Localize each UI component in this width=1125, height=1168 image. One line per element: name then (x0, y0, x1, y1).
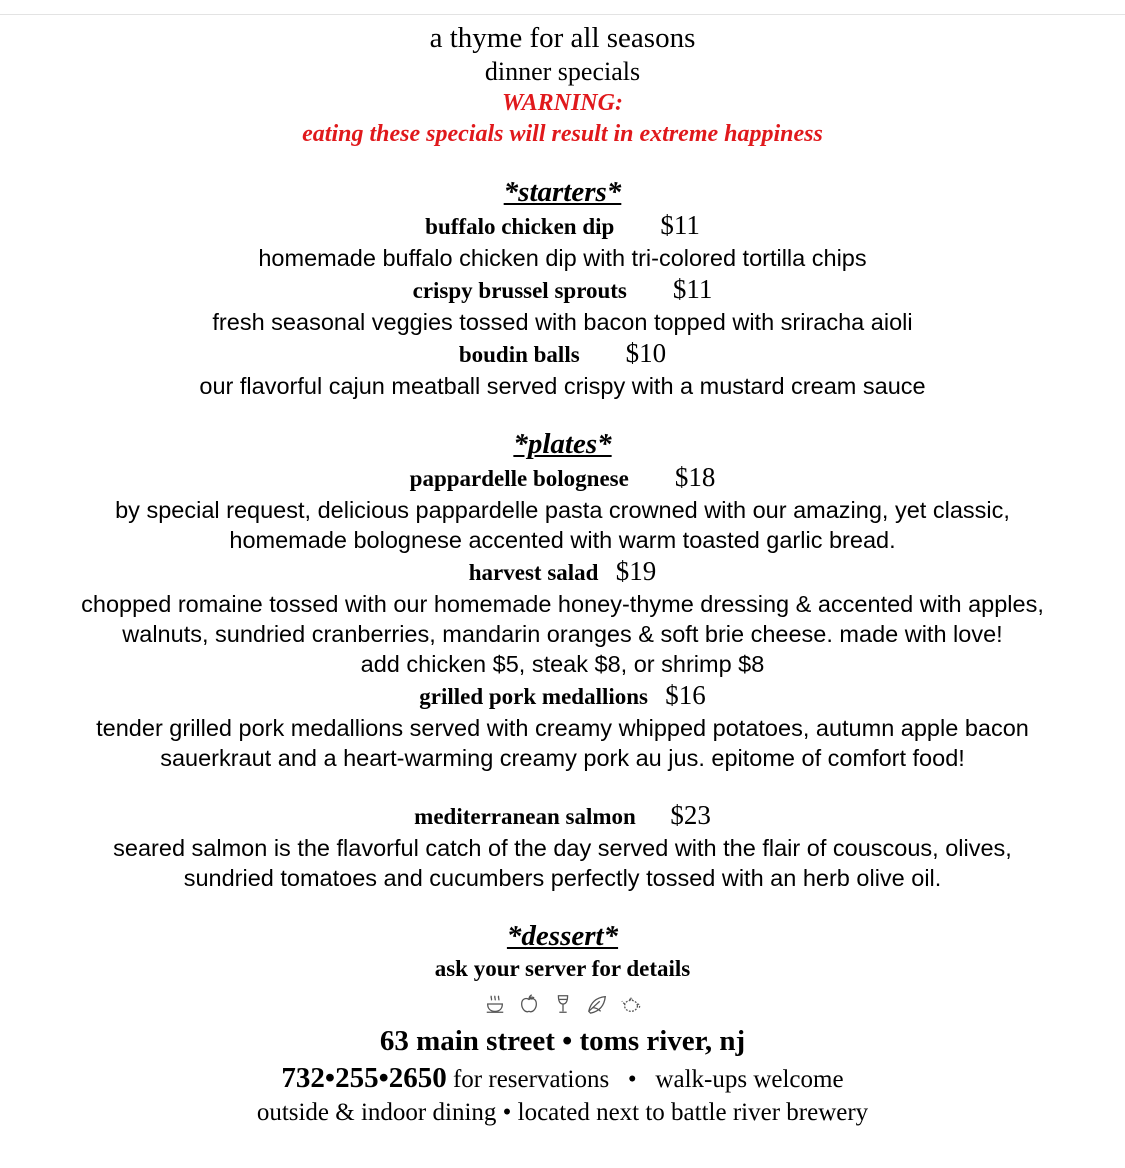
item-description-line: sauerkraut and a heart-warming creamy pork au jus. epitome of comfort food! (160, 745, 965, 771)
phone-number: 732•255•2650 (281, 1062, 447, 1094)
item-name: boudin balls (458, 342, 580, 367)
section-heading-plates: *plates* (513, 428, 612, 460)
section-heading-starters: *starters* (503, 176, 622, 208)
apple-icon (518, 993, 540, 1015)
item-description: our flavorful cajun meatball served crispy with a mustard cream sauce (199, 373, 926, 399)
menu-item-title (0, 799, 1125, 833)
menu-item-title (0, 337, 1125, 371)
item-name: buffalo chicken dip (425, 214, 615, 239)
leaf-icon (586, 993, 608, 1015)
item-description-line: by special request, delicious pappardelle pasta crowned with our amazing, yet classic, (115, 497, 1010, 523)
reservations-text: for reservations • walk-ups welcome (446, 1066, 844, 1093)
address-line: 63 main street • toms river, nj (379, 1025, 746, 1057)
item-name: grilled pork medallions (419, 684, 648, 709)
item-price: $16 (665, 680, 706, 710)
item-price: $23 (670, 800, 711, 830)
dessert-text: ask your server for details (434, 956, 691, 981)
item-description-line: sundried tomatoes and cucumbers perfectly tossed with an herb olive oil. (183, 865, 942, 891)
teapot-icon (620, 993, 642, 1015)
decorative-icon-row (0, 991, 1125, 1017)
dessert-note (0, 953, 1125, 985)
wine-glass-icon (552, 993, 574, 1015)
item-price: $19 (615, 556, 657, 586)
item-description-line: homemade bolognese accented with warm toasted garlic bread. (229, 527, 896, 553)
item-description: homemade buffalo chicken dip with tri-colored tortilla chips (258, 245, 867, 271)
dining-info: outside & indoor dining • located next to battle river brewery (256, 1099, 869, 1126)
reservations-line (0, 1061, 1125, 1097)
item-description-line: seared salmon is the flavorful catch of the day served with the flair of couscous, olives, (113, 835, 1012, 861)
top-divider (0, 14, 1125, 15)
menu-item-title (0, 679, 1125, 713)
item-addons-line: add chicken $5, steak $8, or shrimp $8 (360, 651, 765, 677)
item-name: pappardelle bolognese (409, 466, 629, 491)
menu-subtitle: dinner specials (484, 57, 641, 86)
item-description-line: tender grilled pork medallions served with creamy whipped potatoes, autumn apple bacon (96, 715, 1029, 741)
item-price: $10 (625, 338, 667, 368)
warning-label: WARNING: (502, 90, 623, 116)
menu-item-title (0, 273, 1125, 307)
restaurant-name: a thyme for all seasons (429, 22, 696, 54)
item-name: mediterranean salmon (414, 804, 636, 829)
menu-item-title (0, 555, 1125, 589)
item-name: crispy brussel sprouts (412, 278, 627, 303)
menu-item-title (0, 461, 1125, 495)
menu-item-title (0, 209, 1125, 243)
item-description-line: chopped romaine tossed with our homemade honey-thyme dressing & accented with apples, (81, 591, 1044, 617)
item-description-line: walnuts, sundried cranberries, mandarin oranges & soft brie cheese. made with love! (122, 621, 1003, 647)
specials-menu (0, 20, 1125, 1129)
item-price: $18 (674, 462, 716, 492)
steam-cup-icon (484, 993, 506, 1015)
item-price: $11 (660, 210, 700, 240)
item-description: fresh seasonal veggies tossed with bacon topped with sriracha aioli (212, 309, 913, 335)
item-price: $11 (672, 274, 713, 304)
section-heading-dessert: *dessert* (506, 920, 619, 952)
item-name: harvest salad (468, 560, 599, 585)
warning-text: eating these specials will result in extreme happiness (302, 121, 823, 147)
